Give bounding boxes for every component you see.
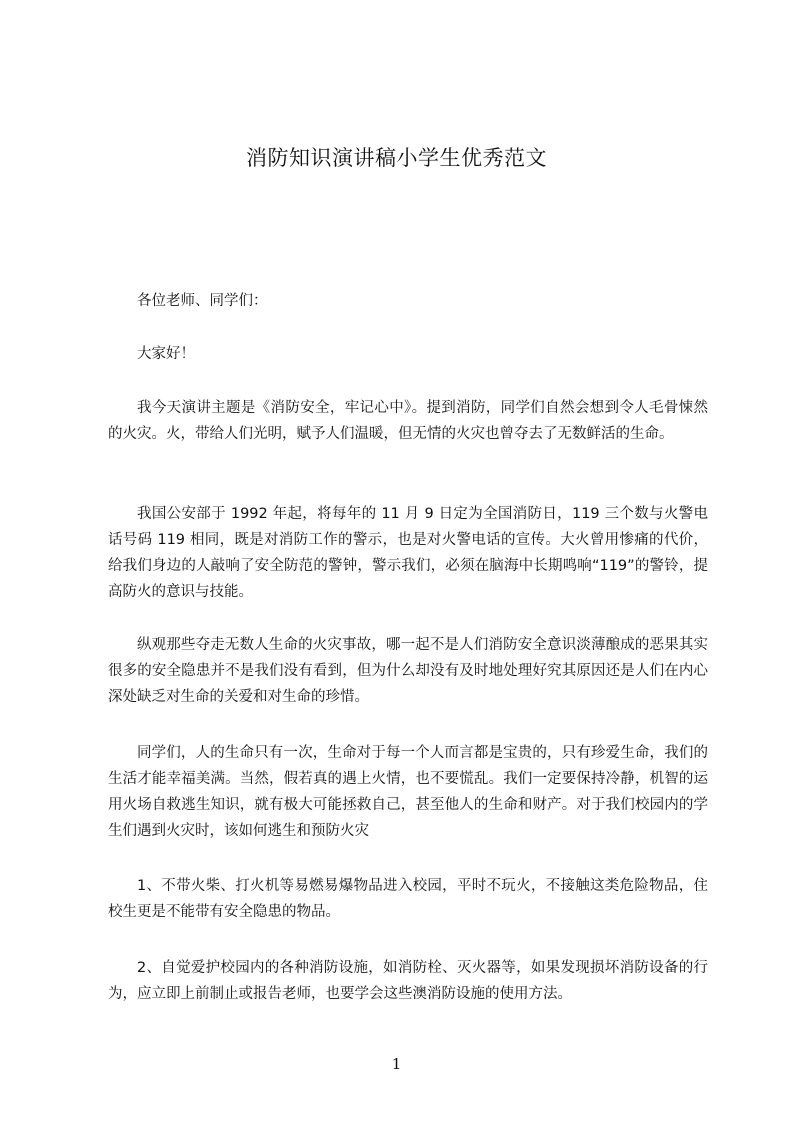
paragraph-fire-day: 我国公安部于 1992 年起，将每年的 11 月 9 日定为全国消防日，119 三个数与火警电话号码 119 相同，既是对消防工作的警示，也是对火警电话的宣传。大火曾用惨痛的代价，给我们身边的人敲响了安全防范的警钟，警示我们，必须在脑海中长期鸣响“119”的警铃，提高防火的意识与技能。 <box>108 506 708 600</box>
paragraph-tip-1: 1、不带火柴、打火机等易燃易爆物品进入校园，平时不玩火，不接触这类危险物品，住校生更是不能带有安全隐患的物品。 <box>108 878 708 920</box>
page-number: 1 <box>391 1055 402 1073</box>
paragraph-greeting: 各位老师、同学们： <box>137 293 268 309</box>
paragraph-salutation: 大家好！ <box>137 346 195 362</box>
paragraph-cherish-life: 同学们，人的生命只有一次，生命对于每一个人而言都是宝贵的，只有珍爱生命，我们的生活才能幸福美满。当然，假若真的遇上火情，也不要慌乱。我们一定要保持冷静，机智的运用火场自救逃生知识，就有极大可能拯救自己，甚至他人的生命和财产。对于我们校园内的学生们遇到火灾时，该如何逃生和预防火灾 <box>108 745 708 839</box>
paragraph-intro: 我今天演讲主题是《消防安全，牢记心中》。提到消防，同学们自然会想到令人毛骨悚然的火灾。火，带给人们光明，赋予人们温暖，但无情的火灾也曾夺去了无数鲜活的生命。 <box>108 400 708 442</box>
paragraph-awareness: 纵观那些夺走无数人生命的火灾事故，哪一起不是人们消防安全意识淡薄酿成的恶果其实很多的安全隐患并不是我们没有看到，但为什么却没有及时地处理好究其原因还是人们在内心深处缺乏对生命的关爱和对生命的珍惜。 <box>108 637 708 705</box>
page-title: 消防知识演讲稿小学生优秀范文 <box>246 146 547 170</box>
paragraph-tip-2: 2、自觉爱护校园内的各种消防设施，如消防栓、灭火器等，如果发现损坏消防设备的行为，应立即上前制止或报告老师，也要学会这些澳消防设施的使用方法。 <box>108 960 708 1002</box>
